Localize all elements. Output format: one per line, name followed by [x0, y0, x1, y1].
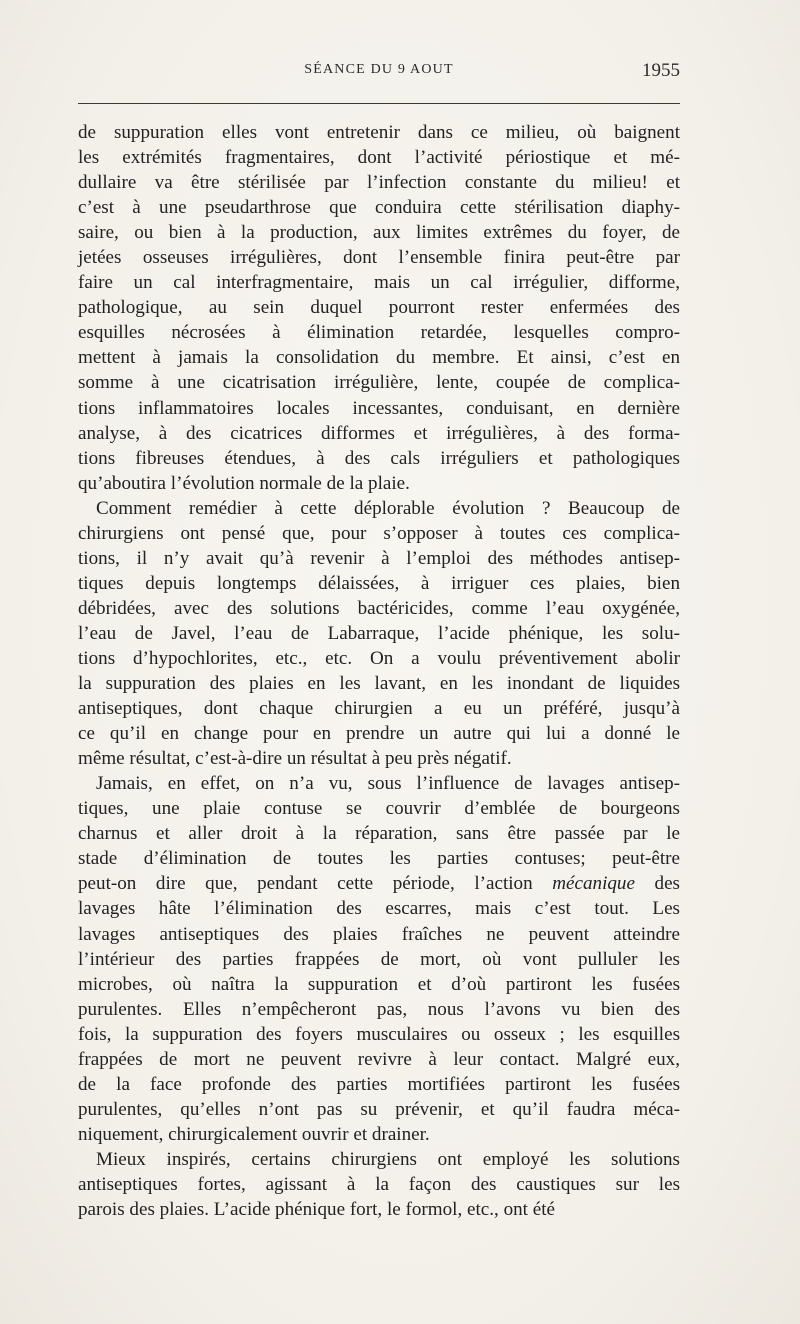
- running-title: SÉANCE DU 9 AOUT: [304, 62, 454, 77]
- text-line: antiseptiques, dont chaque chirurgien a eu un préféré, jusqu’à: [78, 698, 680, 720]
- text-line: purulentes, qu’elles n’ont pas su prévenir, et qu’il faudra méca-: [78, 1098, 680, 1120]
- text-line: fois, la suppuration des foyers musculaires ou osseux ; les esquilles: [78, 1023, 680, 1045]
- text-line: lavages antiseptiques des plaies fraîches ne peuvent atteindre: [78, 923, 680, 945]
- text-line: chirurgiens ont pensé que, pour s’opposer à toutes ces complica-: [78, 522, 680, 544]
- text-line: purulentes. Elles n’empêcheront pas, nous l’avons vu bien des: [78, 998, 680, 1020]
- text-line: tions d’hypochlorites, etc., etc. On a voulu préventivement abolir: [78, 647, 680, 669]
- text-line: ce qu’il en change pour en prendre un autre qui lui a donné le: [78, 723, 680, 745]
- text-line: lavages hâte l’élimination des escarres, mais c’est tout. Les: [78, 898, 680, 920]
- text-line: pathologique, au sein duquel pourront rester enfermées des: [78, 297, 680, 319]
- text-line: tions fibreuses étendues, à des cals irréguliers et pathologiques: [78, 447, 680, 469]
- paragraph: [78, 496, 680, 772]
- text-line: Comment remédier à cette déplorable évolution ? Beaucoup de: [96, 497, 680, 519]
- text-line: les extrémités fragmentaires, dont l’activité périostique et mé-: [78, 147, 680, 169]
- text-line: microbes, où naîtra la suppuration et d’où partiront les fusées: [78, 973, 680, 995]
- text-line: tions inflammatoires locales incessantes, conduisant, en dernière: [78, 397, 680, 419]
- text-line: même résultat, c’est-à-dire un résultat à peu près négatif.: [78, 748, 512, 770]
- text-line: l’eau de Javel, l’eau de Labarraque, l’acide phénique, les solu-: [78, 622, 680, 644]
- text-line: tiques, une plaie contuse se couvrir d’emblée de bourgeons: [78, 798, 680, 820]
- paragraph: [78, 1147, 680, 1222]
- text-line: de suppuration elles vont entretenir dans ce milieu, où baignent: [78, 122, 680, 143]
- paragraph: [78, 120, 680, 496]
- text-line: la suppuration des plaies en les lavant, en les inondant de liquides: [78, 673, 680, 695]
- text-line: dullaire va être stérilisée par l’infection constante du milieu! et: [78, 172, 680, 194]
- text-line: frappées de mort ne peuvent revivre à leur contact. Malgré eux,: [78, 1048, 680, 1070]
- text-line: l’intérieur des parties frappées de mort, où vont pulluler les: [78, 948, 680, 970]
- text-line: Jamais, en effet, on n’a vu, sous l’influence de lavages antisep-: [96, 773, 680, 795]
- text-line: Mieux inspirés, certains chirurgiens ont employé les solutions: [96, 1148, 680, 1170]
- text-line: c’est à une pseudarthrose que conduira cette stérilisation diaphy-: [78, 197, 680, 219]
- text-line: stade d’élimination de toutes les parties contuses; peut-être: [78, 848, 680, 870]
- text-line: tions, il n’y avait qu’à revenir à l’emploi des méthodes antisep-: [78, 547, 680, 569]
- text-line: jetées osseuses irrégulières, dont l’ensemble finira peut-être par: [78, 247, 680, 269]
- body-text: [78, 120, 680, 1222]
- page-number: 1955: [642, 60, 680, 81]
- text-line: mettent à jamais la consolidation du membre. Et ainsi, c’est en: [78, 347, 680, 369]
- header-rule: [78, 103, 680, 104]
- text-line: saire, ou bien à la production, aux limites extrêmes du foyer, de: [78, 222, 680, 244]
- text-line: niquement, chirurgicalement ouvrir et drainer.: [78, 1123, 430, 1145]
- text-line: peut-on dire que, pendant cette période, l’action mécanique des: [78, 873, 680, 895]
- page-header: [78, 62, 680, 90]
- text-line: charnus et aller droit à la réparation, sans être passée par le: [78, 823, 680, 845]
- text-line: antiseptiques fortes, agissant à la façon des caustiques sur les: [78, 1173, 680, 1195]
- text-line: tiques depuis longtemps délaissées, à irriguer ces plaies, bien: [78, 572, 680, 594]
- text-line: esquilles nécrosées à élimination retardée, lesquelles compro-: [78, 322, 680, 344]
- text-line: faire un cal interfragmentaire, mais un cal irrégulier, difforme,: [78, 272, 680, 294]
- text-line: analyse, à des cicatrices difformes et irrégulières, à des forma-: [78, 422, 680, 444]
- text-line: parois des plaies. L’acide phénique fort, le formol, etc., ont été: [78, 1199, 556, 1221]
- text-line: qu’aboutira l’évolution normale de la plaie.: [78, 472, 410, 494]
- text-line: de la face profonde des parties mortifiées partiront les fusées: [78, 1073, 680, 1095]
- paragraph: [78, 771, 680, 1147]
- text-line: somme à une cicatrisation irrégulière, lente, coupée de complica-: [78, 372, 680, 394]
- text-line: débridées, avec des solutions bactéricides, comme l’eau oxygénée,: [78, 597, 680, 619]
